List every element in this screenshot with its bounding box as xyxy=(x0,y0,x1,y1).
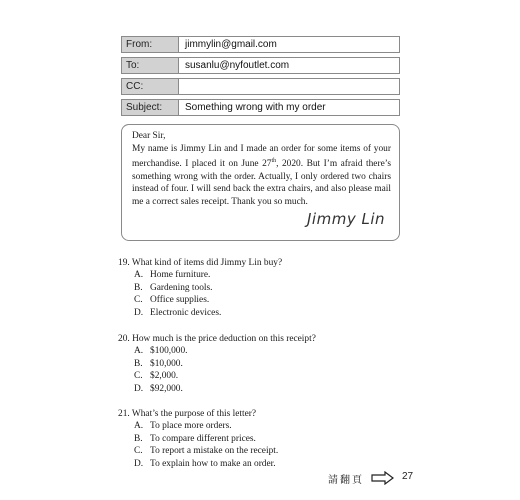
option-text: $2,000. xyxy=(150,371,179,382)
option-letter: D. xyxy=(134,383,144,394)
question-text: 21. What’s the purpose of this letter? xyxy=(118,409,257,419)
question-20 xyxy=(118,333,408,395)
option-c[interactable] xyxy=(118,370,408,383)
option-a[interactable] xyxy=(118,269,408,282)
option-text: To report a mistake on the receipt. xyxy=(150,446,279,457)
cc-value xyxy=(179,79,399,94)
option-text: Office supplies. xyxy=(150,295,210,306)
to-value: susanlu@nyfoutlet.com xyxy=(185,60,290,71)
question-text: 20. How much is the price deduction on this receipt? xyxy=(118,334,316,344)
question-19 xyxy=(118,257,408,319)
subject-row xyxy=(121,99,400,116)
option-c[interactable] xyxy=(118,294,408,307)
letter-text-part2: , 2020. But I’m afraid there’s something wrong with the order. Actually, I only ordered two chairs instead of four. I will send back the extra chairs, and also please mail me a correct sales receipt. Thank you so much. xyxy=(132,159,391,207)
option-d[interactable] xyxy=(118,307,408,320)
option-a[interactable] xyxy=(118,420,408,433)
from-row xyxy=(121,36,400,53)
cc-label: CC: xyxy=(122,79,179,94)
option-text: To place more orders. xyxy=(150,421,232,431)
option-letter: D. xyxy=(134,458,144,469)
option-b[interactable] xyxy=(118,282,408,295)
subject-label: Subject: xyxy=(122,100,179,115)
question-text: 19. What kind of items did Jimmy Lin buy? xyxy=(118,258,283,268)
option-letter: A. xyxy=(134,346,144,356)
to-label: To: xyxy=(122,58,179,73)
option-letter: A. xyxy=(134,270,144,280)
signature: Jimmy Lin xyxy=(307,210,385,228)
option-letter: B. xyxy=(134,282,143,293)
option-letter: C. xyxy=(134,295,143,306)
letter-text-part1: My name is Jimmy Lin and I made an order for some items of your merchandise. I placed it on June 27 xyxy=(132,144,391,170)
option-text: To explain how to make an order. xyxy=(150,458,276,469)
subject-value: Something wrong with my order xyxy=(185,102,326,113)
from-value: jimmylin@gmail.com xyxy=(185,39,277,50)
option-text: Home furniture. xyxy=(150,270,211,280)
letter-text xyxy=(132,143,391,208)
question-21 xyxy=(118,408,408,470)
from-label: From: xyxy=(122,37,179,52)
letter-body xyxy=(121,124,400,241)
option-b[interactable] xyxy=(118,433,408,446)
option-b[interactable] xyxy=(118,358,408,371)
email-header xyxy=(121,36,400,120)
letter-salutation: Dear Sir, xyxy=(132,131,166,141)
option-letter: B. xyxy=(134,358,143,369)
option-text: Electronic devices. xyxy=(150,307,222,318)
option-letter: D. xyxy=(134,307,144,318)
option-letter: A. xyxy=(134,421,144,431)
option-text: To compare different prices. xyxy=(150,433,256,444)
cc-row xyxy=(121,78,400,95)
arrow-right-icon xyxy=(371,471,395,485)
letter-text-sup: th xyxy=(271,158,277,165)
option-d[interactable] xyxy=(118,383,408,396)
option-letter: C. xyxy=(134,446,143,457)
option-text: Gardening tools. xyxy=(150,282,213,293)
page-number: 27 xyxy=(402,471,414,482)
option-text: $10,000. xyxy=(150,358,183,369)
option-d[interactable] xyxy=(118,458,408,471)
to-row xyxy=(121,57,400,74)
option-a[interactable] xyxy=(118,345,408,358)
option-text: $100,000. xyxy=(150,346,188,356)
option-letter: B. xyxy=(134,433,143,444)
option-letter: C. xyxy=(134,371,143,382)
option-c[interactable] xyxy=(118,445,408,458)
continue-text: 請翻頁 xyxy=(328,475,364,486)
option-text: $92,000. xyxy=(150,383,183,394)
